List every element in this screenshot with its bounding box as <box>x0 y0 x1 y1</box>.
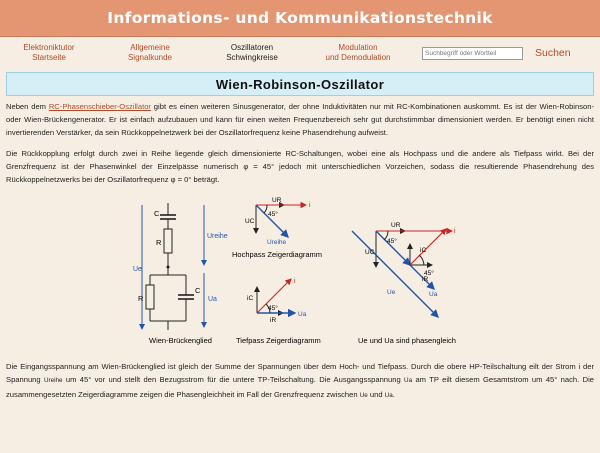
nav-item-line2: Startseite <box>32 53 66 62</box>
ua-vector-label: Ua <box>429 291 438 299</box>
nav-item-line2: und Demodulation <box>325 53 391 62</box>
ua-symbol: Ua <box>384 391 393 399</box>
site-banner <box>0 0 600 37</box>
text-span: und <box>367 389 385 399</box>
nav-item-line1: Oszillatoren <box>230 43 274 52</box>
combined-diagram <box>352 222 456 345</box>
hochpass-diagram <box>232 197 322 259</box>
nav-item-line1: Elektroniktutor <box>23 43 75 52</box>
ue-vector-label: Ue <box>387 289 396 297</box>
nav-item-line2: Signalkunde <box>127 53 173 62</box>
page-title-bar <box>6 72 594 96</box>
text-span: am TP eilt diesem Gesamtstrom um 45° nach. Die zusammengesetzten Zeigerdiagramme zeigen die Phasengleichheit im Fall der Grenzfrequenz zwischen <box>6 375 594 399</box>
ic-label: iC <box>247 295 254 303</box>
text-span: Die Eingangsspannung am Wien-Brückenglied ist gleich der Summe der Spannungen über dem Hoch- und Tiefpass. Durch die obere HP-Teilschaltung eilt der Strom i der Spannung <box>6 362 594 385</box>
angle-label: 45° <box>268 211 278 219</box>
nav-item-line1: Allgemeine <box>130 43 170 52</box>
nav-item-line2: Schwingkreise <box>226 53 278 62</box>
search-input[interactable] <box>422 47 523 60</box>
site-title: Informations- und Kommunikationstechnik <box>107 9 493 27</box>
ureihe-symbol: Ureihe <box>43 377 63 385</box>
ur-label: UR <box>391 222 401 230</box>
angle-label: 45° <box>268 305 278 313</box>
ua-symbol: Ua <box>404 377 413 385</box>
nav-item-line1: Modulation <box>338 43 378 52</box>
ir-label: iR <box>270 317 277 325</box>
text-span: um 45° vor und stellt den Bezugsstrom für die untere TP-Teilschaltung. Die Ausgangsspannung <box>62 375 405 385</box>
article-content <box>0 100 600 402</box>
combined-caption: Ue und Ua sind phasengleich <box>358 336 456 346</box>
hochpass-caption: Hochpass Zeigerdiagramm <box>232 250 323 260</box>
search-button[interactable]: Suchen <box>535 47 571 59</box>
ue-symbol: Ue <box>359 391 368 399</box>
explanation-paragraph <box>6 360 594 402</box>
r-bottom-label: R <box>138 294 144 304</box>
uc-label: UC <box>365 249 375 257</box>
ue-label: Ue <box>133 266 142 274</box>
text-span: gibt es einen weiteren Sinusgenerator, der ohne Induktivitäten nur mit RC-Kombinationen auskommt. Es ist der Wien-Robinson- oder Wien-Brückengenerator. Er ist einfach aufzubauen und kann für einen weiten Frequenzbereich sehr gut durchstimmbar dimensioniert werden. Er benötigt einen nicht invertierenden Verstärker, da sein Rückkoppelnetzwerk bei der Oszillatorfrequenz keine Phasendrehung aufweist. <box>6 102 594 138</box>
nav-item-startseite[interactable] <box>0 43 98 63</box>
nav-item-oszillatoren[interactable] <box>202 43 302 63</box>
rc-phasenschieber-link[interactable]: RC-Phasenschieber-Oszillator <box>48 102 151 111</box>
nav-item-modulation[interactable] <box>302 43 414 63</box>
angle1-label: 45° <box>387 238 397 246</box>
tiefpass-caption: Tiefpass Zeigerdiagramm <box>236 336 321 346</box>
wien-bridge-circuit <box>133 203 228 345</box>
uc-label: UC <box>245 218 255 226</box>
nav-item-signalkunde[interactable] <box>98 43 202 63</box>
page-title: Wien-Robinson-Oszillator <box>215 76 385 92</box>
ua-vector-label: Ua <box>298 311 307 319</box>
i-label: i <box>309 202 311 210</box>
i-label: i <box>454 228 456 236</box>
c-bottom-label: C <box>195 286 201 296</box>
i-label: i <box>294 278 296 286</box>
text-span: Neben dem <box>6 102 49 111</box>
tiefpass-diagram <box>236 278 321 345</box>
figure-svg <box>6 197 594 354</box>
ir-label: iR <box>422 276 429 284</box>
c-top-label: C <box>154 209 160 219</box>
circuit-figure <box>6 197 594 354</box>
ic-label: iC <box>420 247 427 255</box>
intro-paragraph <box>6 100 594 140</box>
angle2-label: 45° <box>424 270 434 278</box>
r-top-label: R <box>156 238 162 248</box>
ureihe-vector-label: Ureihe <box>267 239 287 247</box>
ureihe-label: Ureihe <box>207 233 228 241</box>
text-span: . <box>392 389 395 399</box>
circuit-caption: Wien-Brückenglied <box>149 336 212 346</box>
ua-label: Ua <box>208 296 217 304</box>
feedback-paragraph: Die Rückkopplung erfolgt durch zwei in Reihe liegende gleich dimensionierte RC-Schaltungen, wobei eine als Hochpass und die andere als Tiefpass wirkt. Bei der Grenzfrequenz ist der Phasenwinkel der Einzelpässe numerisch φ = 45° jedoch mit unterschiedlichen Vorzeichen, sodass die resultierende Phasendrehung des Rückkoppelnetzwerks bei der Oszillatorfrequenz φ = 0° beträgt. <box>6 148 594 185</box>
top-navigation <box>0 37 600 69</box>
ur-label: UR <box>272 197 282 205</box>
